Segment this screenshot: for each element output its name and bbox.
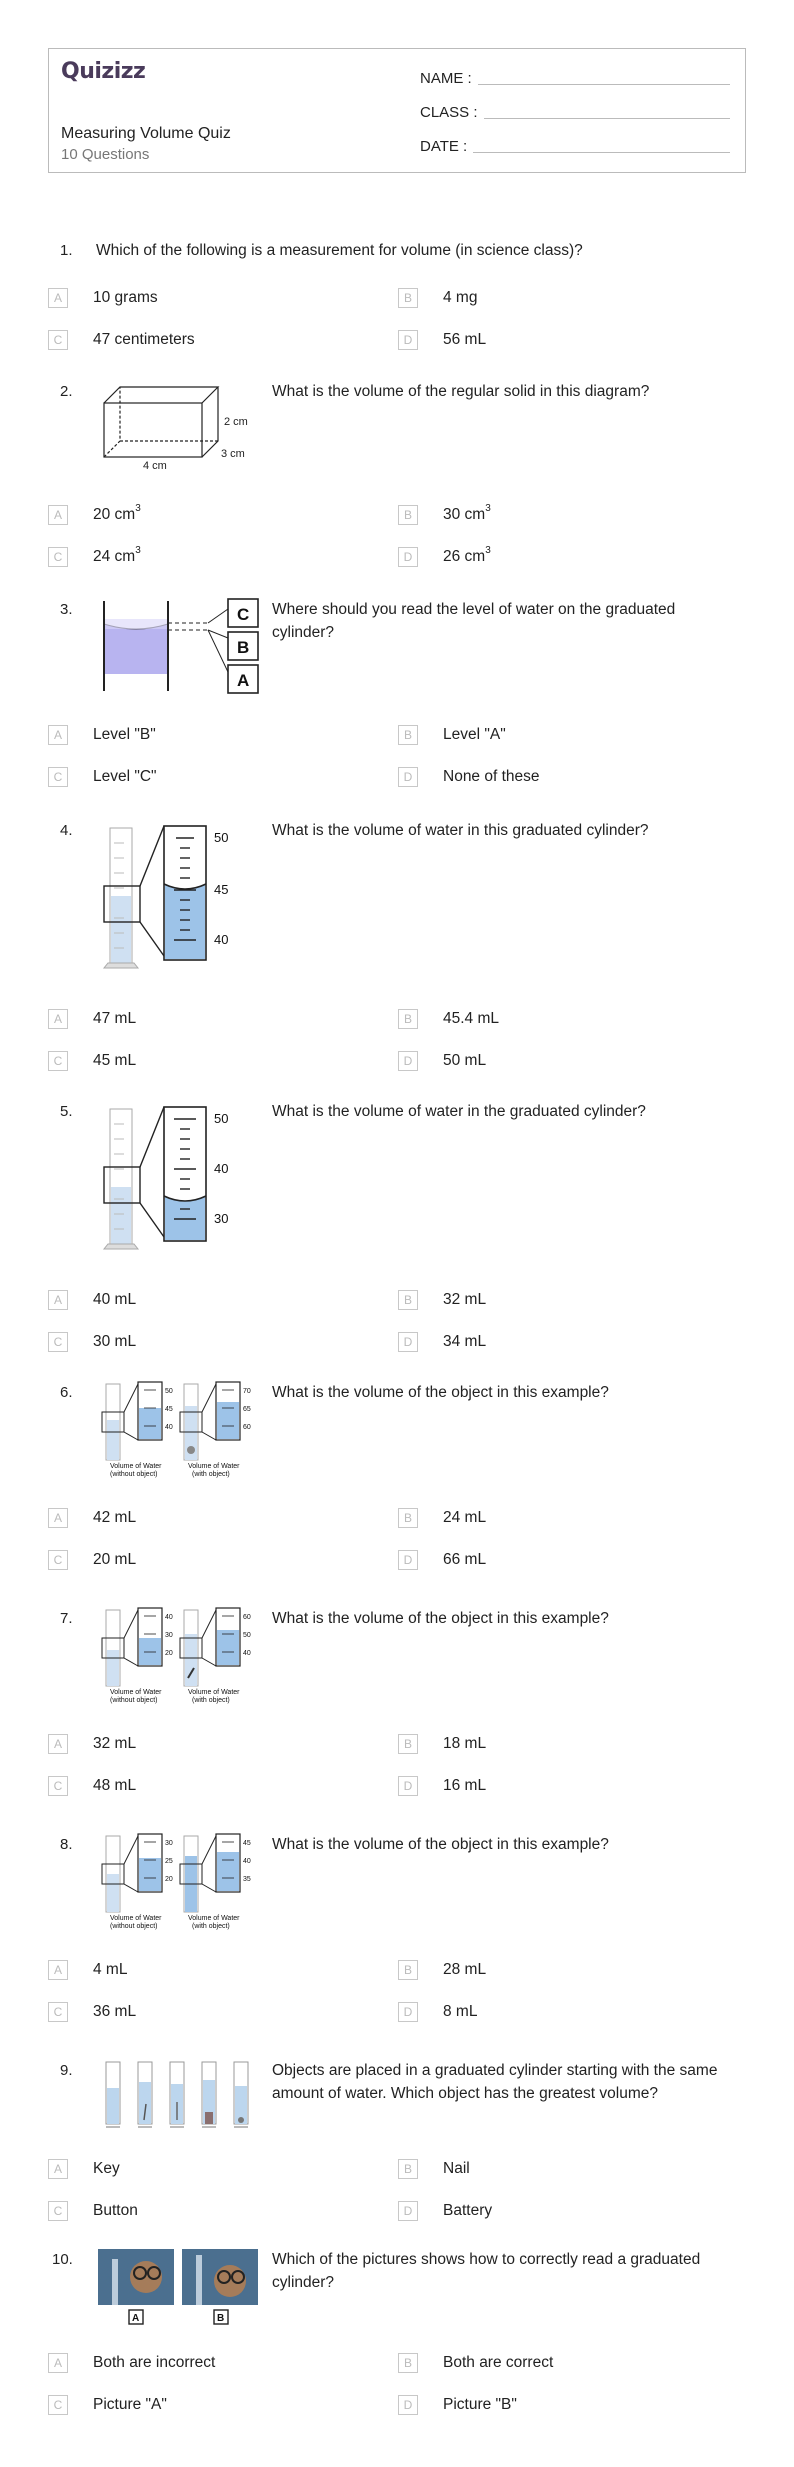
option-text: 20 mL <box>93 1551 137 1568</box>
option-b[interactable] <box>398 2352 553 2374</box>
option-text: 36 mL <box>93 2003 137 2020</box>
height-label: 2 cm <box>224 416 248 428</box>
left-tick-top: 30 <box>165 1840 173 1847</box>
option-c[interactable] <box>48 2200 138 2222</box>
tick-label-bottom: 30 <box>214 1211 229 1226</box>
option-c[interactable] <box>48 2394 167 2416</box>
date-field[interactable] <box>420 133 730 155</box>
tick-label-top: 50 <box>214 830 229 845</box>
option-d[interactable] <box>398 2001 477 2023</box>
option-letter: D <box>398 2002 418 2022</box>
option-letter: B <box>398 2159 418 2179</box>
question-text: What is the volume of water in the graduated cylinder? <box>272 1103 646 1120</box>
option-b[interactable] <box>398 2158 470 2180</box>
depth-label: 3 cm <box>221 448 245 460</box>
option-letter: B <box>398 1508 418 1528</box>
question-number: 8. <box>60 1836 73 1853</box>
question-number: 9. <box>60 2062 73 2079</box>
objects-in-cylinders-figure <box>100 2058 260 2133</box>
option-letter: A <box>48 1734 68 1754</box>
option-text: None of these <box>443 768 540 785</box>
left-tick-middle: 25 <box>165 1858 173 1865</box>
class-field[interactable] <box>420 99 730 121</box>
option-c[interactable] <box>48 2001 136 2023</box>
option-c[interactable] <box>48 1050 136 1072</box>
question-number: 6. <box>60 1384 73 1401</box>
question-number: 5. <box>60 1103 73 1120</box>
option-d[interactable] <box>398 766 540 788</box>
question-text: What is the volume of the regular solid in this diagram? <box>272 383 650 400</box>
option-a[interactable] <box>48 1507 136 1529</box>
option-letter: A <box>48 2159 68 2179</box>
option-c[interactable] <box>48 546 141 568</box>
question-text: What is the volume of water in this graduated cylinder? <box>272 822 649 839</box>
left-tick-bottom: 20 <box>165 1650 173 1657</box>
question-text: Where should you read the level of water on the graduated cylinder? <box>272 601 676 641</box>
option-letter: A <box>48 1290 68 1310</box>
right-tick-bottom: 35 <box>243 1876 251 1883</box>
option-letter: C <box>48 2201 68 2221</box>
option-letter: A <box>48 1960 68 1980</box>
caption-without-line1: Volume of Water <box>110 1463 162 1470</box>
option-text: 26 cm <box>443 548 486 565</box>
question-text: Which of the pictures shows how to correctly read a graduated cylinder? <box>272 2251 701 2291</box>
quiz-title: Measuring Volume Quiz <box>61 125 231 142</box>
option-text: 40 mL <box>93 1291 137 1308</box>
right-tick-middle: 50 <box>243 1632 251 1639</box>
option-a[interactable] <box>48 2352 215 2374</box>
option-letter: B <box>398 505 418 525</box>
option-a[interactable] <box>48 1733 136 1755</box>
option-b[interactable] <box>398 1008 499 1030</box>
option-d[interactable] <box>398 1549 486 1571</box>
option-text: 47 mL <box>93 1010 137 1027</box>
option-letter: B <box>398 2353 418 2373</box>
option-letter: C <box>48 1332 68 1352</box>
option-c[interactable] <box>48 766 157 788</box>
option-letter: D <box>398 547 418 567</box>
option-text: Nail <box>443 2160 470 2177</box>
quizizz-logo: Quizizz <box>61 59 146 84</box>
option-text: 18 mL <box>443 1735 487 1752</box>
right-tick-bottom: 40 <box>243 1650 251 1657</box>
label-c: C <box>237 605 250 624</box>
left-tick-middle: 30 <box>165 1632 173 1639</box>
picture-a-label: A <box>132 2313 140 2324</box>
option-text: Both are correct <box>443 2354 554 2371</box>
option-text: 4 mL <box>93 1961 128 1978</box>
option-letter: A <box>48 288 68 308</box>
option-d[interactable] <box>398 1331 486 1353</box>
displacement-figure <box>100 1832 260 1932</box>
exponent: 3 <box>135 545 141 556</box>
option-letter: B <box>398 725 418 745</box>
option-a[interactable] <box>48 724 156 746</box>
option-letter: C <box>48 1776 68 1796</box>
option-b[interactable] <box>398 724 506 746</box>
caption-with-line2: (with object) <box>192 1471 230 1478</box>
right-tick-top: 70 <box>243 1388 251 1395</box>
right-tick-top: 45 <box>243 1840 251 1847</box>
option-text: 32 mL <box>93 1735 137 1752</box>
left-tick-top: 40 <box>165 1614 173 1621</box>
exponent: 3 <box>135 503 141 514</box>
option-letter: B <box>398 1009 418 1029</box>
option-letter: A <box>48 2353 68 2373</box>
option-text: Button <box>93 2202 138 2219</box>
picture-b-label: B <box>217 2313 225 2324</box>
option-d[interactable] <box>398 1050 486 1072</box>
date-label: DATE : <box>420 138 468 155</box>
option-letter: B <box>398 1734 418 1754</box>
reading-cylinder-photos <box>98 2249 258 2329</box>
option-text: 24 cm <box>93 548 136 565</box>
option-text: Battery <box>443 2202 493 2219</box>
question-text: What is the volume of the object in this example? <box>272 1836 609 1853</box>
option-letter: A <box>48 1508 68 1528</box>
right-tick-middle: 65 <box>243 1406 251 1413</box>
name-field[interactable] <box>420 65 730 87</box>
option-text: Level "A" <box>443 726 506 743</box>
graduated-cylinder-figure <box>98 1099 248 1259</box>
option-letter: C <box>48 2395 68 2415</box>
option-letter: D <box>398 767 418 787</box>
caption-without-line2: (without object) <box>110 1697 158 1704</box>
option-text: Picture "A" <box>93 2396 167 2413</box>
option-text: Level "B" <box>93 726 156 743</box>
option-text: 30 mL <box>93 1333 137 1350</box>
question-number: 4. <box>60 822 73 839</box>
option-a[interactable] <box>48 2158 120 2180</box>
option-letter: D <box>398 2201 418 2221</box>
option-text: 32 mL <box>443 1291 487 1308</box>
option-letter: D <box>398 330 418 350</box>
option-letter: C <box>48 1550 68 1570</box>
question-text: Which of the following is a measurement for volume (in science class)? <box>96 242 583 259</box>
option-letter: C <box>48 2002 68 2022</box>
option-letter: A <box>48 1009 68 1029</box>
option-b[interactable] <box>398 1733 486 1755</box>
option-letter: B <box>398 1960 418 1980</box>
option-a[interactable] <box>48 1289 136 1311</box>
meniscus-figure <box>98 599 258 699</box>
option-text: Picture "B" <box>443 2396 517 2413</box>
tick-label-bottom: 40 <box>214 932 229 947</box>
question-count: 10 Questions <box>61 146 150 163</box>
option-text: 20 cm <box>93 506 136 523</box>
option-letter: C <box>48 330 68 350</box>
option-letter: A <box>48 725 68 745</box>
option-text: 42 mL <box>93 1509 137 1526</box>
left-tick-bottom: 40 <box>165 1424 173 1431</box>
option-letter: D <box>398 1776 418 1796</box>
caption-with-line1: Volume of Water <box>188 1689 240 1696</box>
worksheet-header <box>48 48 746 173</box>
option-letter: B <box>398 1290 418 1310</box>
option-a[interactable] <box>48 287 158 309</box>
right-tick-middle: 40 <box>243 1858 251 1865</box>
tick-label-middle: 40 <box>214 1161 229 1176</box>
caption-without-line2: (without object) <box>110 1923 158 1930</box>
option-a[interactable] <box>48 1008 136 1030</box>
option-letter: C <box>48 547 68 567</box>
right-tick-bottom: 60 <box>243 1424 251 1431</box>
option-b[interactable] <box>398 287 477 309</box>
option-text: 24 mL <box>443 1509 487 1526</box>
question-number: 1. <box>60 242 73 259</box>
option-text: 56 mL <box>443 331 487 348</box>
caption-without-line1: Volume of Water <box>110 1689 162 1696</box>
question-number: 7. <box>60 1610 73 1627</box>
option-letter: D <box>398 1051 418 1071</box>
caption-with-line1: Volume of Water <box>188 1915 240 1922</box>
right-tick-top: 60 <box>243 1614 251 1621</box>
caption-with-line1: Volume of Water <box>188 1463 240 1470</box>
option-text: 16 mL <box>443 1777 487 1794</box>
option-c[interactable] <box>48 1775 136 1797</box>
question-text: What is the volume of the object in this example? <box>272 1610 609 1627</box>
option-text: 48 mL <box>93 1777 137 1794</box>
option-d[interactable] <box>398 546 491 568</box>
option-text: 34 mL <box>443 1333 487 1350</box>
name-label: NAME : <box>420 70 472 87</box>
option-c[interactable] <box>48 1549 136 1571</box>
option-text: 28 mL <box>443 1961 487 1978</box>
label-a: A <box>237 671 250 690</box>
label-b: B <box>237 638 250 657</box>
exponent: 3 <box>485 503 491 514</box>
option-b[interactable] <box>398 1959 486 1981</box>
option-text: Key <box>93 2160 120 2177</box>
graduated-cylinder-figure <box>98 818 248 978</box>
option-c[interactable] <box>48 1331 136 1353</box>
question-number: 2. <box>60 383 73 400</box>
option-d[interactable] <box>398 329 486 351</box>
option-letter: D <box>398 1550 418 1570</box>
caption-without-line2: (without object) <box>110 1471 158 1478</box>
displacement-figure <box>100 1380 260 1480</box>
option-letter: B <box>398 288 418 308</box>
caption-with-line2: (with object) <box>192 1923 230 1930</box>
left-tick-bottom: 20 <box>165 1876 173 1883</box>
length-label: 4 cm <box>143 460 167 472</box>
tick-label-top: 50 <box>214 1111 229 1126</box>
option-text: 10 grams <box>93 289 158 306</box>
exponent: 3 <box>485 545 491 556</box>
option-b[interactable] <box>398 1289 486 1311</box>
option-text: Both are incorrect <box>93 2354 216 2371</box>
rectangular-prism-figure <box>98 381 248 472</box>
option-text: 66 mL <box>443 1551 487 1568</box>
caption-without-line1: Volume of Water <box>110 1915 162 1922</box>
question-number: 10. <box>52 2251 73 2268</box>
option-letter: D <box>398 1332 418 1352</box>
question-text: Objects are placed in a graduated cylinder starting with the same amount of water. Which object has the greatest volume? <box>272 2062 718 2102</box>
option-text: 8 mL <box>443 2003 478 2020</box>
option-c[interactable] <box>48 329 195 351</box>
caption-with-line2: (with object) <box>192 1697 230 1704</box>
left-tick-middle: 45 <box>165 1406 173 1413</box>
option-d[interactable] <box>398 1775 486 1797</box>
option-letter: C <box>48 767 68 787</box>
option-text: 45.4 mL <box>443 1010 500 1027</box>
displacement-figure <box>100 1606 260 1706</box>
option-b[interactable] <box>398 1507 486 1529</box>
option-d[interactable] <box>398 2200 492 2222</box>
option-text: Level "C" <box>93 768 157 785</box>
option-text: 47 centimeters <box>93 331 195 348</box>
option-letter: D <box>398 2395 418 2415</box>
option-text: 45 mL <box>93 1052 137 1069</box>
option-letter: A <box>48 505 68 525</box>
question-number: 3. <box>60 601 73 618</box>
option-text: 4 mg <box>443 289 478 306</box>
option-a[interactable] <box>48 504 141 526</box>
option-b[interactable] <box>398 504 491 526</box>
class-label: CLASS : <box>420 104 478 121</box>
option-d[interactable] <box>398 2394 517 2416</box>
option-a[interactable] <box>48 1959 127 1981</box>
option-text: 50 mL <box>443 1052 487 1069</box>
option-text: 30 cm <box>443 506 486 523</box>
left-tick-top: 50 <box>165 1388 173 1395</box>
question-text: What is the volume of the object in this example? <box>272 1384 609 1401</box>
option-letter: C <box>48 1051 68 1071</box>
tick-label-middle: 45 <box>214 882 229 897</box>
